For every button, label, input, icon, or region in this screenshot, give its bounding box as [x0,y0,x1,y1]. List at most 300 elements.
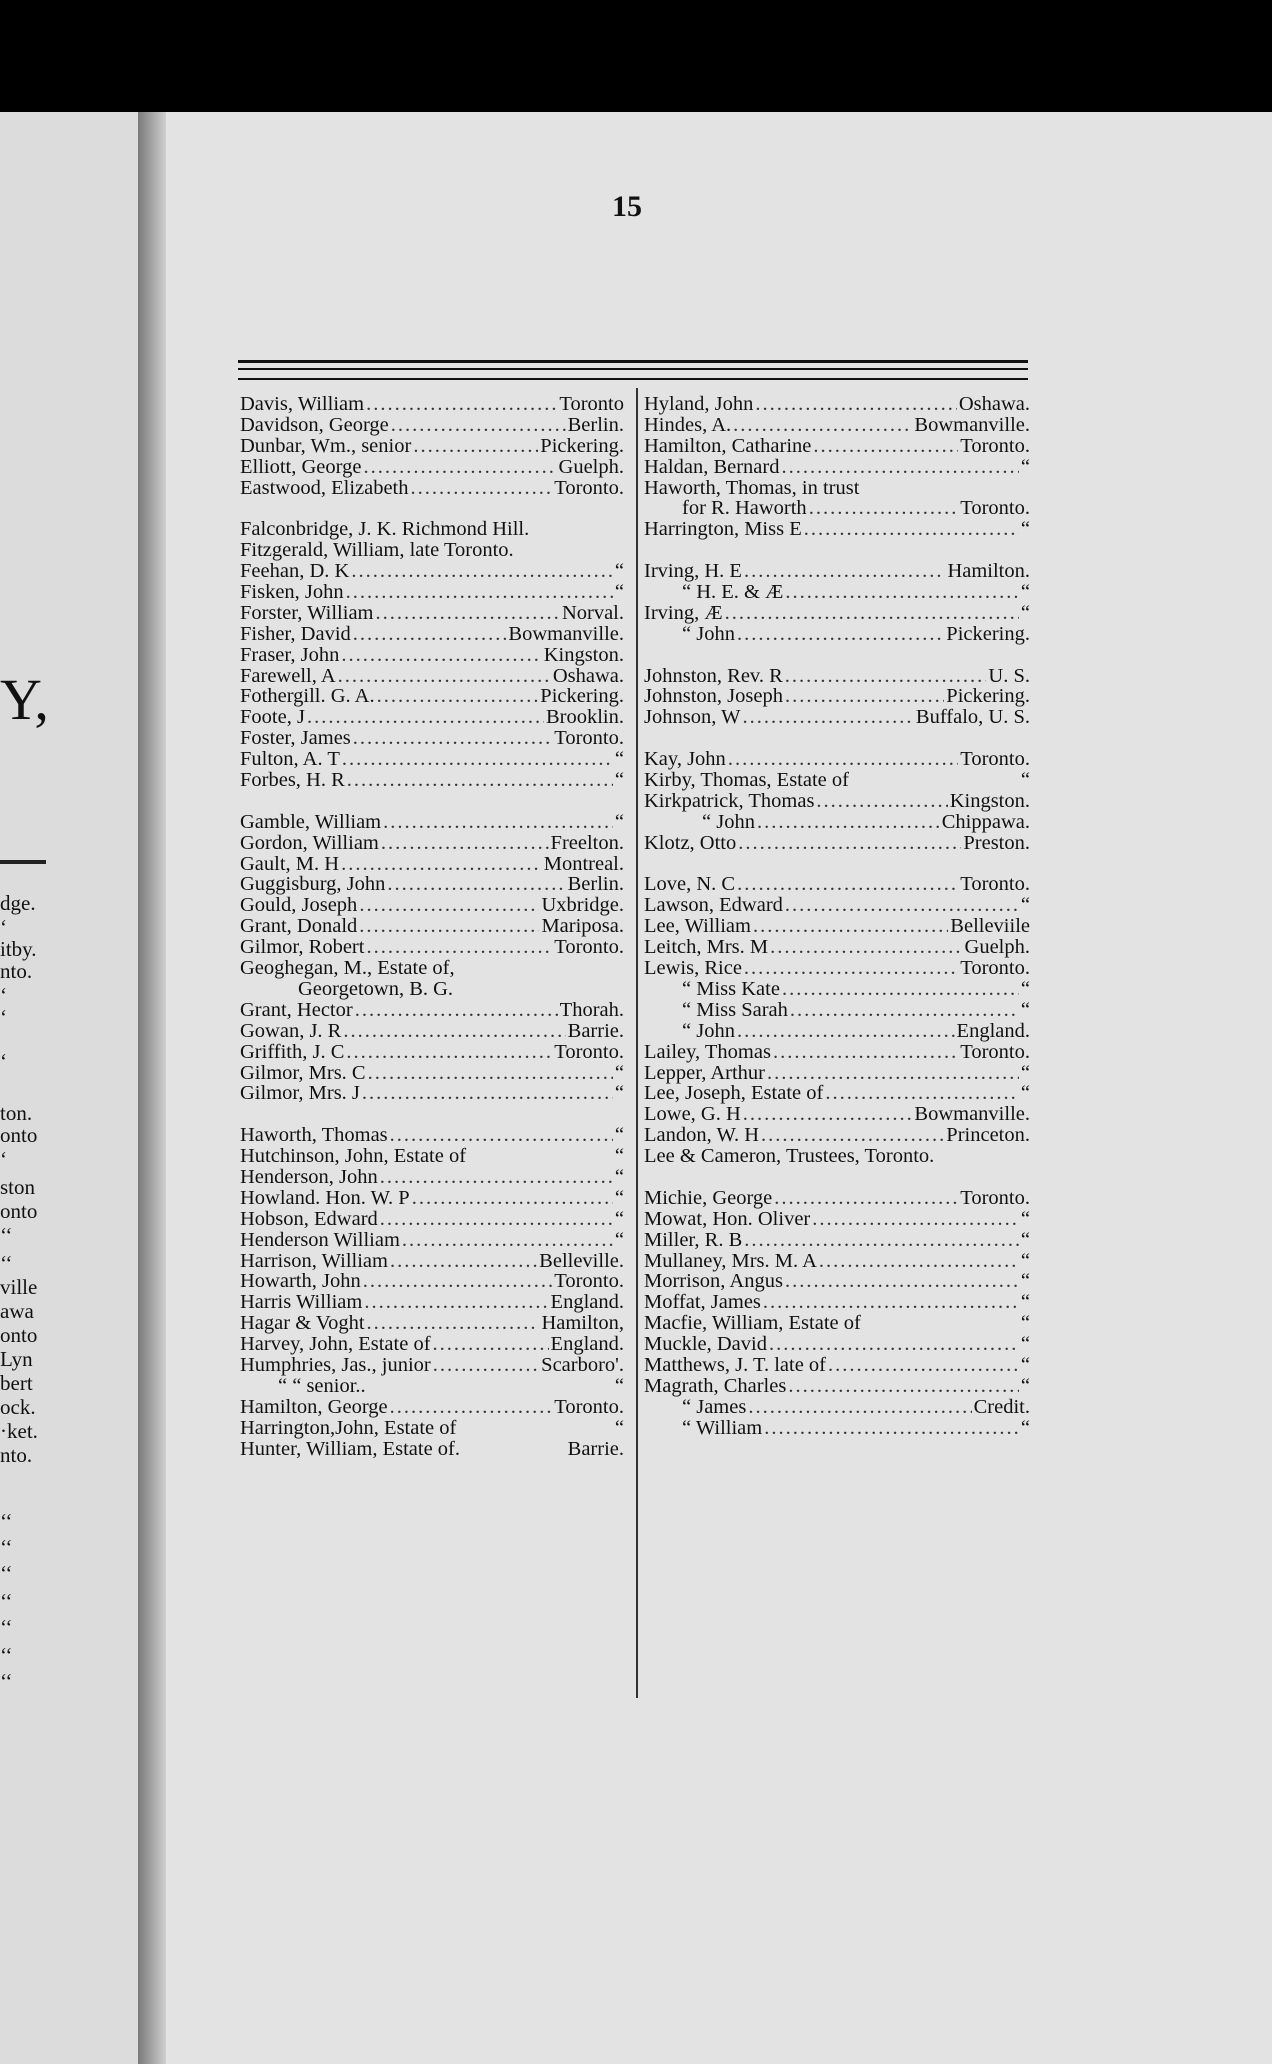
directory-entry [644,478,1030,499]
entry-name: Mullaney, Mrs. M. A [644,1249,817,1272]
entry-place: Pickering. [540,685,624,708]
entry-name: Geoghegan, M., Estate of, [240,957,455,980]
section-gap [240,498,624,519]
entry-name: Kay, John [644,748,726,771]
entry-place: “ [1020,1333,1030,1356]
facing-page-text: ‘ [0,983,7,1007]
leader-dots [390,1397,553,1418]
entry-name: Michie, George [644,1186,773,1209]
directory-entry [644,1021,1030,1042]
leader-dots [307,707,544,728]
directory-entry [240,812,624,833]
leader-dots [377,686,539,707]
directory-entry [644,1125,1030,1146]
leader-dots [387,874,565,895]
leader-dots [785,582,1019,603]
leader-dots [366,937,552,958]
entry-name: Fisken, John [240,581,344,604]
directory-entry [644,791,1030,812]
entry-place: Barrie. [567,1437,624,1460]
entry-place: Scarboro'. [541,1353,624,1376]
entry-place: “ [1020,998,1030,1021]
directory-entry [644,1271,1030,1292]
entry-place: Toronto. [960,1186,1030,1209]
entry-place: Kingston. [949,789,1030,812]
entry-place: Hamilton. [947,560,1030,583]
entry-name: Harrison, William [240,1249,388,1272]
facing-page-text: ‘‘ [0,1509,13,1533]
entry-place: Montreal. [543,852,624,875]
entry-name: Matthews, J. T. late of [644,1353,826,1376]
entry-name: Fraser, John [240,643,340,666]
facing-page-text: ville [0,1275,38,1299]
right-column [644,394,1030,1439]
entry-place: “ [1020,1374,1030,1397]
entry-place: “ [614,1061,624,1084]
entry-name: Gilmor, Mrs. C [240,1061,366,1084]
directory-entry [644,707,1030,728]
entry-place: “ [614,1416,624,1439]
entry-place: Toronto. [554,936,624,959]
leader-dots [413,436,538,457]
facing-page-text: ‘‘ [0,1643,13,1667]
entry-name: Davidson, George [240,413,389,436]
leader-dots [353,624,507,645]
entry-name: Kirby, Thomas, Estate of [644,769,849,792]
directory-entry [644,937,1030,958]
leader-dots [788,1376,1019,1397]
entry-name: Love, N. C [644,873,736,896]
leader-dots [342,749,613,770]
entry-place: Chippawa. [941,810,1030,833]
directory-entry [644,1063,1030,1084]
entry-name: “ John [682,622,735,645]
entry-name: Haworth, Thomas [240,1124,388,1147]
facing-page-text: ton. [0,1101,33,1125]
directory-entry [644,812,1030,833]
entry-place: Buffalo, U. S. [915,706,1030,729]
facing-page-text: ‘‘ [0,1589,13,1613]
entry-name: Gilmor, Mrs. J [240,1082,360,1105]
entry-name: Guggisburg, John [240,873,386,896]
entry-name: Johnston, Rev. R [644,664,783,687]
entry-name: “ H. E. & Æ [682,581,784,604]
entry-name: Grant, Donald [240,915,358,938]
leader-dots [828,1355,1019,1376]
entry-name: Henderson, John [240,1165,378,1188]
entry-place: Thorah. [559,998,624,1021]
facing-page-text: Lyn [0,1347,33,1371]
leader-dots [347,770,613,791]
facing-page-text: nto. [0,1443,33,1467]
entry-place: “ [1020,1228,1030,1251]
entry-name: Falconbridge, J. K. Richmond Hill. [240,518,530,541]
leader-dots [782,979,1019,1000]
leader-dots [757,812,940,833]
entry-place: Berlin. [567,413,624,436]
top-rule-lower [238,378,1028,380]
entry-name: Gilmor, Robert [240,936,365,959]
entry-place: “ [1020,455,1030,478]
directory-entry [644,1418,1030,1439]
section-gap [240,1104,624,1125]
leader-dots [351,561,613,582]
entry-place: “ [1020,1312,1030,1335]
entry-name: Moffat, James [644,1291,761,1314]
leader-dots [744,1230,1019,1251]
entry-name: Mowat, Hon. Oliver [644,1207,811,1230]
leader-dots [744,958,958,979]
facing-page-text: onto [0,1123,38,1147]
entry-place: Toronto. [960,1040,1030,1063]
directory-entry [644,1104,1030,1125]
page-number: 15 [612,190,642,223]
entry-name: Gault, M. H [240,852,340,875]
directory-entry [240,666,624,687]
directory-entry [644,1334,1030,1355]
entry-name: “ Miss Sarah [682,998,788,1021]
directory-entry [644,833,1030,854]
entry-name: Fothergill. G. A. [240,685,375,708]
directory-entry [240,540,624,561]
directory-entry [644,979,1030,1000]
entry-name: Hindes, A. [644,413,732,436]
entry-place: Norval. [561,601,624,624]
leader-dots [753,916,948,937]
directory-entry [240,1230,624,1251]
entry-place: “ [614,1374,624,1397]
directory-entry [644,1083,1030,1104]
facing-page-text: Y, [0,667,49,732]
directory-entry [644,561,1030,582]
entry-place: England. [550,1291,624,1314]
leader-dots [411,478,553,499]
directory-entry [240,582,624,603]
entry-name: Hamilton, Catharine [644,434,812,457]
entry-place: Toronto. [554,1040,624,1063]
entry-name: Irving, H. E [644,560,742,583]
entry-place: “ [614,560,624,583]
top-rule [238,360,1028,363]
entry-name: Lee, Joseph, Estate of [644,1082,824,1105]
entry-name: Foote, J [240,706,305,729]
leader-dots [755,394,957,415]
directory-entry [644,895,1030,916]
facing-page-rule [0,860,46,864]
directory-entry [644,1397,1030,1418]
entry-name: Harvey, John, Estate of [240,1333,431,1356]
entry-place: Berlin. [567,873,624,896]
entry-place: “ [1020,1270,1030,1293]
leader-dots [355,1000,558,1021]
entry-place: Pickering. [540,434,624,457]
entry-name: Harris William [240,1291,363,1314]
entry-name: Farewell, A [240,664,336,687]
directory-entry [240,958,624,979]
entry-place: Oshawa. [958,393,1030,415]
entry-name: Lawson, Edward [644,894,783,917]
directory-entry [644,686,1030,707]
facing-page-text: ‘ [0,915,7,939]
entry-name: Klotz, Otto [644,831,737,854]
entry-name: Fulton, A. T [240,748,340,771]
directory-entry [644,436,1030,457]
entry-name: Macfie, William, Estate of [644,1312,861,1335]
entry-name: Lailey, Thomas [644,1040,771,1063]
entry-place: “ [1020,1353,1030,1376]
entry-name: Dunbar, Wm., senior [240,434,412,457]
directory-entry [240,937,624,958]
entry-name: Hunter, William, Estate of. [240,1437,461,1460]
entry-name: Fitzgerald, William, late Toronto. [240,539,514,562]
leader-dots [781,457,1018,478]
entry-name: Landon, W. H [644,1124,760,1147]
directory-entry [644,1230,1030,1251]
entry-place: “ [1020,1207,1030,1230]
entry-place: “ [614,581,624,604]
directory-entry [240,415,624,436]
entry-place: “ [1020,1082,1030,1105]
directory-entry [240,645,624,666]
leader-dots [380,1209,613,1230]
entry-name: Howland. Hon. W. P [240,1186,410,1209]
leader-dots [767,1063,1019,1084]
facing-page-text: nto. [0,959,33,983]
entry-place: “ [614,1186,624,1209]
leader-dots [785,1271,1019,1292]
facing-page-text: ‘‘ [0,1223,13,1247]
entry-name: Hamilton, George [240,1395,388,1418]
entry-name: Georgetown, B. G. [298,977,454,1000]
entry-name: “ John [682,1019,735,1042]
directory-entry [644,624,1030,645]
directory-entry [644,1251,1030,1272]
directory-entry [240,1188,624,1209]
entry-place: Guelph. [964,936,1030,959]
leader-dots [816,791,947,812]
entry-name: Miller, R. B [644,1228,743,1251]
section-gap [240,791,624,812]
entry-place: Toronto. [554,476,624,499]
leader-dots [825,1083,1019,1104]
directory-entry [644,457,1030,478]
entry-name: Hagar & Voght [240,1312,365,1335]
facing-page-text: ock. [0,1395,36,1419]
entry-place: “ [614,1082,624,1105]
leader-dots [390,1251,537,1272]
entry-name: Lee, William [644,915,751,938]
leader-dots [338,666,551,687]
leader-dots [743,1104,913,1125]
directory-entry [240,1209,624,1230]
entry-name: “ James [682,1395,747,1418]
directory-entry [240,874,624,895]
entry-place: Toronto. [960,434,1030,457]
leader-dots [433,1355,539,1376]
entry-name: “ Miss Kate [682,977,780,1000]
leader-dots [804,519,1019,540]
leader-dots [744,561,946,582]
leader-dots [383,812,613,833]
leader-dots [346,1042,552,1063]
facing-page-text: ‘‘ [0,1251,13,1275]
leader-dots [363,457,556,478]
directory-entry [644,874,1030,895]
directory-entry [240,1167,624,1188]
entry-place: “ [614,769,624,792]
leader-dots [376,603,560,624]
entry-place: Toronto. [554,1270,624,1293]
directory-entry [240,895,624,916]
facing-page-text: ·ket. [0,1419,38,1443]
leader-dots [764,1418,1019,1439]
facing-page-text: ston [0,1175,36,1199]
leader-dots [809,498,959,519]
directory-entry [240,686,624,707]
leader-dots [763,1292,1019,1313]
entry-name: Irving, Æ [644,601,723,624]
entry-name: Foster, James [240,727,351,750]
directory-entry [644,582,1030,603]
directory-entry [240,519,624,540]
leader-dots [773,1042,958,1063]
entry-place: Toronto. [960,873,1030,896]
entry-name: Davis, William [240,393,365,415]
leader-dots [433,1334,549,1355]
entry-place: Belleville. [539,1249,624,1272]
facing-page-text: ‘ [0,1049,7,1073]
directory-entry [240,603,624,624]
leader-dots [412,1188,613,1209]
facing-page-text: ‘‘ [0,1669,13,1693]
leader-dots [737,624,944,645]
entry-name: Lee & Cameron, Trustees, Toronto. [644,1145,935,1168]
leader-dots [390,1125,613,1146]
entry-name: Forbes, H. R [240,769,345,792]
facing-page-text: awa [0,1299,34,1323]
leader-dots [359,916,539,937]
entry-place: England. [956,1019,1030,1042]
entry-place: Mariposa. [541,915,624,938]
entry-place: “ [614,1228,624,1251]
leader-dots [341,854,542,875]
leader-dots [381,833,549,854]
entry-name: Johnston, Joseph [644,685,783,708]
entry-place: Bowmanville. [508,622,624,645]
entry-name: Gamble, William [240,810,382,833]
directory-entry [644,1292,1030,1313]
facing-page-text: onto [0,1323,38,1347]
directory-entry [644,1000,1030,1021]
entry-place: Toronto. [554,1395,624,1418]
facing-page-text: itby. [0,937,37,961]
entry-name: Forster, William [240,601,374,624]
entry-name: “ John [702,810,755,833]
entry-name: for R. Haworth [682,497,807,520]
leader-dots [362,1083,613,1104]
entry-name: Hyland, John [644,393,754,415]
directory-entry [240,1355,624,1376]
directory-entry [240,394,624,415]
directory-entry [644,498,1030,519]
entry-place: Toronto [559,393,624,415]
leader-dots [785,666,987,687]
entry-place: “ [1020,581,1030,604]
entry-name: Gowan, J. R [240,1019,342,1042]
leader-dots [341,645,541,666]
entry-place: Barrie. [567,1019,624,1042]
leader-dots [785,895,1019,916]
leader-dots [380,1167,613,1188]
directory-entry [240,728,624,749]
entry-place: Princeton. [946,1124,1030,1147]
directory-entry [240,707,624,728]
entry-place: Uxbridge. [541,894,624,917]
leader-dots [353,728,552,749]
directory-entry [644,603,1030,624]
facing-page-text: ‘ [0,1147,7,1171]
leader-dots [742,707,913,728]
directory-entry [240,854,624,875]
entry-name: Lowe, G. H [644,1103,741,1126]
leader-dots [363,1271,553,1292]
section-gap [644,728,1030,749]
entry-name: Grant, Hector [240,998,353,1021]
leader-dots [770,937,962,958]
entry-name: Elliott, George [240,455,362,478]
entry-place: “ [614,1145,624,1168]
directory-entry [644,666,1030,687]
leader-dots [748,1397,971,1418]
entry-name: Lepper, Arthur [644,1061,765,1084]
entry-place: “ [1020,977,1030,1000]
entry-place: Bowmanville. [914,1103,1030,1126]
leader-dots [812,1209,1019,1230]
entry-name: Leitch, Mrs. M [644,936,769,959]
entry-name: “ William [682,1416,763,1439]
entry-place: “ [614,748,624,771]
directory-entry [240,1063,624,1084]
entry-place: U. S. [988,664,1030,687]
entry-name: Gordon, William [240,831,379,854]
entry-place: Kingston. [543,643,624,666]
directory-entry [644,770,1030,791]
leader-dots [733,415,912,436]
entry-place: “ [614,1124,624,1147]
entry-place: “ [1020,1291,1030,1314]
directory-entry [644,1209,1030,1230]
facing-page-text: ‘ [0,1005,7,1029]
leader-dots [367,1313,540,1334]
leader-dots [343,1021,565,1042]
entry-place: “ [1020,1249,1030,1272]
directory-entry [240,1292,624,1313]
directory-entry [644,1146,1030,1167]
facing-page-text: bert [0,1371,33,1395]
directory-entry [240,1083,624,1104]
entry-place: Oshawa. [552,664,624,687]
entry-place: Toronto. [554,727,624,750]
entry-place: “ [1020,1061,1030,1084]
entry-name: Johnson, W [644,706,741,729]
leader-dots [368,1063,613,1084]
top-rule-thin [238,368,1028,370]
entry-place: Pickering. [946,685,1030,708]
entry-name: Humphries, Jas., junior [240,1353,431,1376]
entry-place: Toronto. [960,497,1030,520]
entry-place: “ [614,1207,624,1230]
entry-place: Guelph. [558,455,624,478]
